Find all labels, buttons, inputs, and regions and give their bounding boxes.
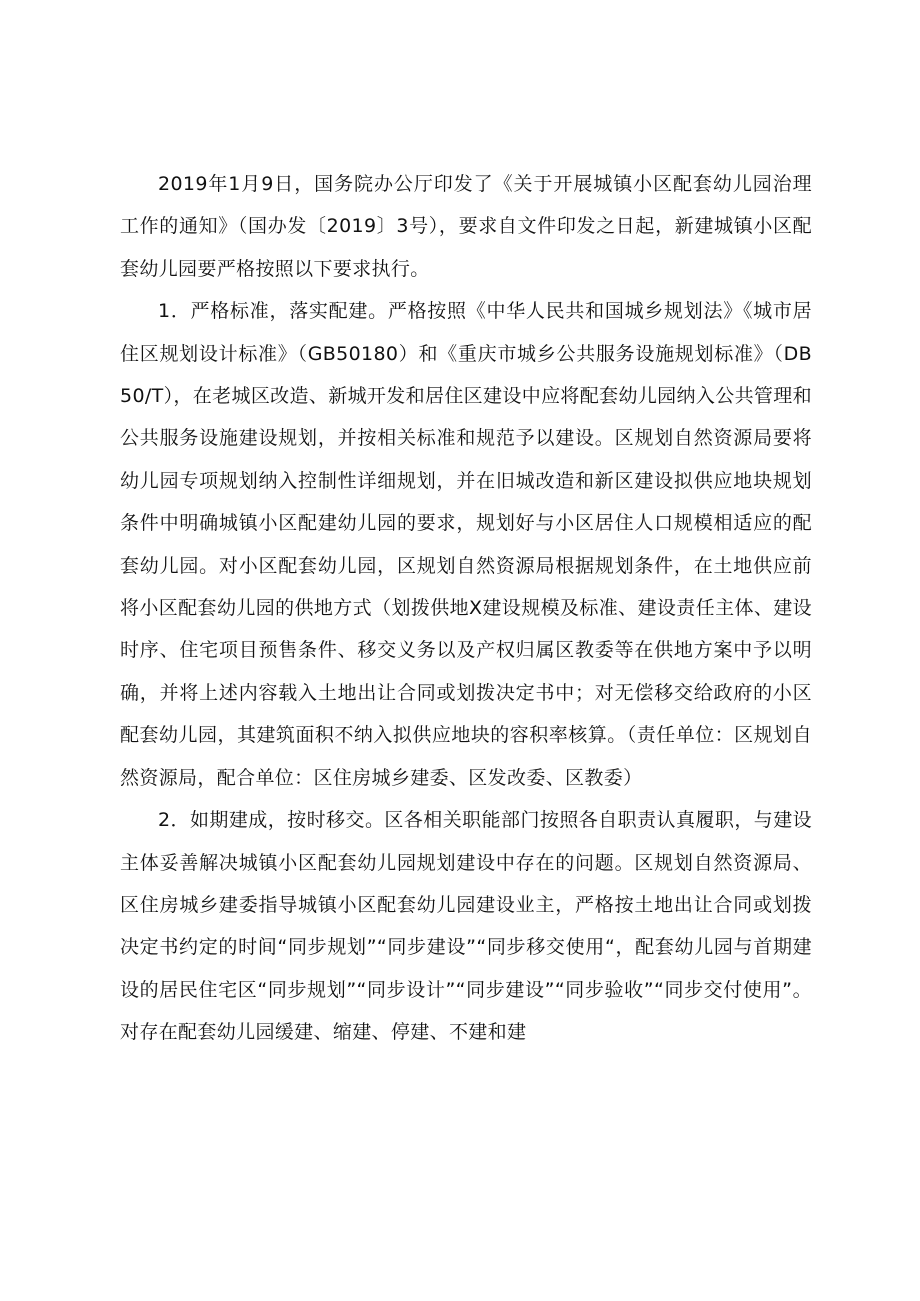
paragraph-item-1-standards: 1．严格标准，落实配建。严格按照《中华人民共和国城乡规划法》《城市居住区规划设计标准》（GB50180）和《重庆市城乡公共服务设施规划标准》（DB50/T），在老城区改造、新城开发和居住区建设中应将配套幼儿园纳入公共管理和公共服务设施建设规划，并按相关标准和规范予以建设。区规划自然资源局要将幼儿园专项规划纳入控制性详细规划，并在旧城改造和新区建设拟供应地块规划条件中明确城镇小区配建幼儿园的要求，规划好与小区居住人口规模相适应的配套幼儿园。对小区配套幼儿园，区规划自然资源局根据规划条件，在土地供应前将小区配套幼儿园的供地方式（划拨供地X建设规模及标准、建设责任主体、建设时序、住宅项目预售条件、移交义务以及产权归属区教委等在供地方案中予以明确，并将上述内容载入土地出让合同或划拨决定书中；对无偿移交给政府的小区配套幼儿园，其建筑面积不纳入拟供应地块的容积率核算。（责任单位：区规划自然资源局，配合单位：区住房城乡建委、区发改委、区教委） <box>120 300 812 789</box>
document-body <box>120 163 812 1054</box>
paragraph-item-2-transfer: 2．如期建成，按时移交。区各相关职能部门按照各自职责认真履职，与建设主体妥善解决城镇小区配套幼儿园规划建设中存在的问题。区规划自然资源局、区住房城乡建委指导城镇小区配套幼儿园建设业主，严格按土地出让合同或划拨决定书约定的时间“同步规划”“同步建设”“同步移交使用“，配套幼儿园与首期建设的居民住宅区“同步规划”“同步设计”“同步建设”“同步验收”“同步交付使用”。对存在配套幼儿园缓建、缩建、停建、不建和建 <box>120 809 812 1044</box>
paragraph-notice-intro: 2019年1月9日，国务院办公厅印发了《关于开展城镇小区配套幼儿园治理工作的通知》（国办发〔2019〕3号），要求自文件印发之日起，新建城镇小区配套幼儿园要严格按照以下要求执行。 <box>120 173 812 280</box>
